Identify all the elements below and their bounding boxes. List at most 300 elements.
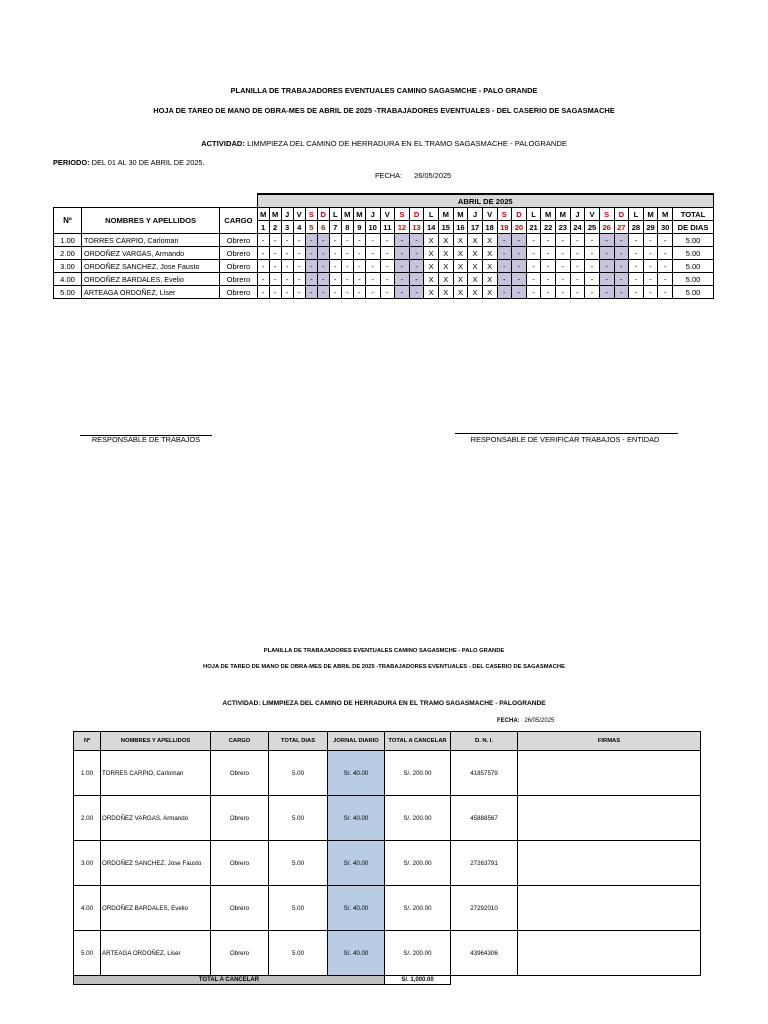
day-cell: - xyxy=(365,273,380,286)
day-number-11: 11 xyxy=(380,221,395,234)
day-cell: - xyxy=(570,273,585,286)
day-cell: - xyxy=(497,260,512,273)
day-cell: X xyxy=(439,273,454,286)
day-cell: - xyxy=(305,247,317,260)
day-cell: - xyxy=(269,234,281,247)
worker-dni: 27263791 xyxy=(451,841,518,886)
day-letter-2: M xyxy=(269,208,281,221)
day-cell: - xyxy=(585,273,600,286)
day-letter-14: L xyxy=(424,208,439,221)
signature-line-right xyxy=(455,433,678,434)
day-cell: - xyxy=(395,286,410,299)
day-number-16: 16 xyxy=(453,221,468,234)
day-cell: X xyxy=(453,286,468,299)
payroll-table xyxy=(73,731,701,985)
day-cell: - xyxy=(541,273,556,286)
worker-jornal: S/. 40.00 xyxy=(328,841,385,886)
worker-jornal: S/. 40.00 xyxy=(328,886,385,931)
day-cell: - xyxy=(497,273,512,286)
day-letter-15: M xyxy=(439,208,454,221)
day-cell: - xyxy=(629,260,644,273)
day-cell: - xyxy=(395,247,410,260)
day-cell: - xyxy=(269,286,281,299)
day-number-10: 10 xyxy=(365,221,380,234)
day-cell: - xyxy=(380,247,395,260)
day-letter-28: L xyxy=(629,208,644,221)
day-cell: X xyxy=(482,247,497,260)
day-cell: - xyxy=(353,260,365,273)
day-cell: - xyxy=(257,247,269,260)
actividad-label: ACTIVIDAD: xyxy=(201,139,245,148)
worker-total-cancelar: S/. 200.00 xyxy=(385,931,451,976)
day-cell: - xyxy=(599,247,614,260)
day-cell: - xyxy=(409,234,424,247)
worker-name: ORDOÑEZ VARGAS, Armando xyxy=(101,796,211,841)
day-letter-23: M xyxy=(556,208,571,221)
day-cell: - xyxy=(305,286,317,299)
col-firmas-header: FIRMAS xyxy=(518,732,701,751)
col-header-nombre: NOMBRES Y APELLIDOS xyxy=(82,208,220,234)
day-letter-7: L xyxy=(329,208,341,221)
day-cell: - xyxy=(526,260,541,273)
worker-cargo: Obrero xyxy=(211,751,269,796)
col-nombre-header: NOMBRES Y APELLIDOS xyxy=(101,732,211,751)
day-number-4: 4 xyxy=(293,221,305,234)
day-cell: - xyxy=(365,286,380,299)
periodo-line xyxy=(53,158,205,167)
day-cell: X xyxy=(482,273,497,286)
day-cell: - xyxy=(353,273,365,286)
row-number: 1.00 xyxy=(74,751,101,796)
col-n-header: Nº xyxy=(74,732,101,751)
day-cell: - xyxy=(257,234,269,247)
day-cell: - xyxy=(365,247,380,260)
day-cell: - xyxy=(629,273,644,286)
day-cell: - xyxy=(643,260,658,273)
day-number-15: 15 xyxy=(439,221,454,234)
day-cell: - xyxy=(281,234,293,247)
periodo-value: DEL 01 AL 30 DE ABRIL DE 2025. xyxy=(91,158,205,167)
day-cell: - xyxy=(541,234,556,247)
day-cell: X xyxy=(424,234,439,247)
day-cell: - xyxy=(317,247,329,260)
day-cell: X xyxy=(482,286,497,299)
worker-dni: 43964306 xyxy=(451,931,518,976)
day-letter-24: J xyxy=(570,208,585,221)
day-cell: - xyxy=(658,234,673,247)
day-cell: - xyxy=(497,234,512,247)
day-letter-13: D xyxy=(409,208,424,221)
day-cell: - xyxy=(329,234,341,247)
day-cell: - xyxy=(317,260,329,273)
day-cell: - xyxy=(365,234,380,247)
worker-name: ARTEAGA ORDOÑEZ, Liser xyxy=(101,931,211,976)
signature-label-left: RESPONSABLE DE TRABAJOS xyxy=(91,435,201,444)
day-number-19: 19 xyxy=(497,221,512,234)
worker-name: TORRES CARPIO, Carloman xyxy=(82,234,220,247)
day-cell: - xyxy=(395,234,410,247)
tareo-row xyxy=(54,234,714,247)
tareo-table xyxy=(53,193,714,299)
payroll-row xyxy=(74,886,701,931)
worker-name: ORDOÑEZ SANCHEZ, Jose Fausto xyxy=(101,841,211,886)
day-letter-4: V xyxy=(293,208,305,221)
day-letter-20: D xyxy=(512,208,527,221)
worker-total-cancelar: S/. 200.00 xyxy=(385,751,451,796)
day-cell: - xyxy=(585,247,600,260)
worker-cargo: Obrero xyxy=(211,931,269,976)
day-cell: X xyxy=(468,260,483,273)
worker-name: ORDOÑEZ BARDALES, Evelio xyxy=(82,273,220,286)
day-cell: - xyxy=(643,286,658,299)
worker-total-days: 5.00 xyxy=(269,841,328,886)
row-number: 5.00 xyxy=(74,931,101,976)
day-cell: X xyxy=(453,260,468,273)
worker-cargo: Obrero xyxy=(220,286,257,299)
row-number: 3.00 xyxy=(74,841,101,886)
day-letter-5: S xyxy=(305,208,317,221)
planilla-fecha-label: FECHA: xyxy=(497,718,520,724)
col-header-cargo: CARGO xyxy=(220,208,257,234)
day-number-14: 14 xyxy=(424,221,439,234)
day-cell: X xyxy=(424,273,439,286)
day-letter-9: M xyxy=(353,208,365,221)
day-letter-25: V xyxy=(585,208,600,221)
day-number-9: 9 xyxy=(353,221,365,234)
document-title: PLANILLA DE TRABAJADORES EVENTUALES CAMINO SAGASMCHE - PALO GRANDE xyxy=(230,86,538,95)
day-cell: - xyxy=(329,273,341,286)
day-cell: - xyxy=(380,260,395,273)
col-cargo-header: CARGO xyxy=(211,732,269,751)
day-cell: - xyxy=(526,247,541,260)
day-letter-30: M xyxy=(658,208,673,221)
tareo-header-blank xyxy=(54,194,258,208)
fecha-line xyxy=(375,171,451,180)
total-value: S/. 1,000.00 xyxy=(385,976,451,985)
day-cell: - xyxy=(353,286,365,299)
day-cell: - xyxy=(570,247,585,260)
day-cell: X xyxy=(439,260,454,273)
row-number: 3.00 xyxy=(54,260,82,273)
worker-jornal: S/. 40.00 xyxy=(328,931,385,976)
day-cell: - xyxy=(329,286,341,299)
day-cell: - xyxy=(629,286,644,299)
day-cell: - xyxy=(512,247,527,260)
day-cell: X xyxy=(468,247,483,260)
day-cell: - xyxy=(293,286,305,299)
day-letter-11: V xyxy=(380,208,395,221)
day-cell: - xyxy=(317,286,329,299)
day-cell: X xyxy=(482,234,497,247)
worker-cargo: Obrero xyxy=(211,886,269,931)
col-dni-header: D. N. I. xyxy=(451,732,518,751)
day-cell: - xyxy=(395,273,410,286)
signature-cell xyxy=(518,751,701,796)
day-cell: - xyxy=(643,247,658,260)
day-cell: - xyxy=(599,273,614,286)
day-cell: - xyxy=(556,286,571,299)
day-cell: - xyxy=(341,286,353,299)
planilla-actividad: ACTIVIDAD: LIMMPIEZA DEL CAMINO DE HERRADURA EN EL TRAMO SAGASMACHE - PALOGRANDE xyxy=(222,700,546,707)
day-cell: - xyxy=(329,260,341,273)
day-cell: - xyxy=(614,234,629,247)
signature-cell xyxy=(518,931,701,976)
day-cell: - xyxy=(556,273,571,286)
worker-name: ORDOÑEZ SANCHEZ, Jose Fausto xyxy=(82,260,220,273)
day-letter-1: M xyxy=(257,208,269,221)
month-label: ABRIL DE 2025 xyxy=(257,194,713,208)
day-cell: X xyxy=(468,273,483,286)
actividad-value: LIMMPIEZA DEL CAMINO DE HERRADURA EN EL TRAMO SAGASMACHE - PALOGRANDE xyxy=(247,139,567,148)
day-cell: - xyxy=(409,247,424,260)
day-number-8: 8 xyxy=(341,221,353,234)
day-cell: - xyxy=(293,273,305,286)
day-letter-22: M xyxy=(541,208,556,221)
tareo-row xyxy=(54,260,714,273)
day-cell: X xyxy=(424,286,439,299)
worker-name: ORDOÑEZ BARDALES, Evelio xyxy=(101,886,211,931)
day-number-21: 21 xyxy=(526,221,541,234)
day-number-5: 5 xyxy=(305,221,317,234)
tareo-row xyxy=(54,247,714,260)
day-cell: X xyxy=(468,286,483,299)
day-cell: - xyxy=(329,247,341,260)
worker-dni: 27292010 xyxy=(451,886,518,931)
day-cell: - xyxy=(658,247,673,260)
col-header-n: Nº xyxy=(54,208,82,234)
payroll-row xyxy=(74,931,701,976)
day-cell: - xyxy=(599,260,614,273)
row-number: 2.00 xyxy=(54,247,82,260)
day-cell: - xyxy=(395,260,410,273)
day-cell: - xyxy=(380,286,395,299)
day-cell: - xyxy=(658,286,673,299)
day-number-27: 27 xyxy=(614,221,629,234)
day-number-1: 1 xyxy=(257,221,269,234)
col-total-cancelar-header: TOTAL A CANCELAR xyxy=(385,732,451,751)
worker-cargo: Obrero xyxy=(211,841,269,886)
day-number-25: 25 xyxy=(585,221,600,234)
signature-cell xyxy=(518,841,701,886)
actividad-line xyxy=(0,139,768,148)
day-cell: - xyxy=(526,286,541,299)
day-cell: X xyxy=(424,247,439,260)
day-cell: - xyxy=(281,286,293,299)
day-cell: - xyxy=(570,260,585,273)
col-total-dias-header: TOTAL DIAS xyxy=(269,732,328,751)
planilla-subtitle: HOJA DE TAREO DE MANO DE OBRA-MES DE ABRIL DE 2025 -TRABAJADORES EVENTUALES - DEL CASERIO DE SAGASMACHE xyxy=(203,664,565,670)
day-cell: - xyxy=(541,247,556,260)
day-cell: X xyxy=(453,234,468,247)
day-cell: - xyxy=(269,273,281,286)
day-cell: X xyxy=(453,273,468,286)
day-number-7: 7 xyxy=(329,221,341,234)
tareo-row xyxy=(54,273,714,286)
worker-dni: 45888567 xyxy=(451,796,518,841)
day-number-28: 28 xyxy=(629,221,644,234)
row-number: 1.00 xyxy=(54,234,82,247)
day-number-6: 6 xyxy=(317,221,329,234)
day-cell: X xyxy=(439,234,454,247)
day-number-20: 20 xyxy=(512,221,527,234)
day-letter-8: M xyxy=(341,208,353,221)
col-header-total: TOTAL xyxy=(673,208,714,221)
day-cell: - xyxy=(269,260,281,273)
day-cell: - xyxy=(526,234,541,247)
day-cell: - xyxy=(281,273,293,286)
day-number-22: 22 xyxy=(541,221,556,234)
day-cell: - xyxy=(269,247,281,260)
day-number-29: 29 xyxy=(643,221,658,234)
day-cell: - xyxy=(643,234,658,247)
day-number-12: 12 xyxy=(395,221,410,234)
day-cell: - xyxy=(614,273,629,286)
day-cell: - xyxy=(380,234,395,247)
day-letter-12: S xyxy=(395,208,410,221)
row-number: 2.00 xyxy=(74,796,101,841)
fecha-label: FECHA: xyxy=(375,171,403,180)
day-cell: - xyxy=(512,260,527,273)
day-cell: - xyxy=(570,286,585,299)
day-cell: - xyxy=(614,260,629,273)
day-cell: - xyxy=(353,247,365,260)
planilla-title: PLANILLA DE TRABAJADORES EVENTUALES CAMINO SAGASMCHE - PALO GRANDE xyxy=(263,648,505,654)
day-cell: - xyxy=(526,273,541,286)
worker-total-cancelar: S/. 200.00 xyxy=(385,886,451,931)
day-cell: X xyxy=(468,234,483,247)
day-cell: - xyxy=(341,273,353,286)
col-jornal-header: JORNAL DIARIO xyxy=(328,732,385,751)
col-header-total-dias: DE DIAS xyxy=(673,221,714,234)
signature-cell xyxy=(518,886,701,931)
day-cell: - xyxy=(341,234,353,247)
worker-cargo: Obrero xyxy=(220,273,257,286)
day-cell: - xyxy=(599,234,614,247)
day-number-30: 30 xyxy=(658,221,673,234)
day-cell: - xyxy=(341,247,353,260)
day-cell: - xyxy=(614,247,629,260)
day-cell: - xyxy=(541,260,556,273)
day-cell: - xyxy=(317,234,329,247)
day-number-26: 26 xyxy=(599,221,614,234)
day-cell: - xyxy=(585,234,600,247)
day-cell: - xyxy=(556,247,571,260)
day-cell: - xyxy=(556,260,571,273)
payroll-row xyxy=(74,841,701,886)
fecha-value: 26/05/2025 xyxy=(414,171,452,180)
worker-cargo: Obrero xyxy=(211,796,269,841)
day-letter-6: D xyxy=(317,208,329,221)
worker-cargo: Obrero xyxy=(220,260,257,273)
day-cell: - xyxy=(629,234,644,247)
worker-total-days: 5.00 xyxy=(269,751,328,796)
day-cell: X xyxy=(424,260,439,273)
day-cell: - xyxy=(365,260,380,273)
worker-total-days: 5.00 xyxy=(673,260,714,273)
day-letter-3: J xyxy=(281,208,293,221)
document-subtitle: HOJA DE TAREO DE MANO DE OBRA-MES DE ABRIL DE 2025 -TRABAJADORES EVENTUALES - DEL CASERIO DE SAGASMACHE xyxy=(153,106,615,115)
row-number: 5.00 xyxy=(54,286,82,299)
day-letter-10: J xyxy=(365,208,380,221)
day-number-24: 24 xyxy=(570,221,585,234)
worker-total-days: 5.00 xyxy=(673,286,714,299)
worker-total-cancelar: S/. 200.00 xyxy=(385,796,451,841)
signature-label-right: RESPONSABLE DE VERIFICAR TRABAJOS - ENTIDAD xyxy=(470,435,660,444)
day-number-18: 18 xyxy=(482,221,497,234)
day-cell: - xyxy=(585,260,600,273)
day-cell: - xyxy=(305,273,317,286)
day-cell: - xyxy=(556,234,571,247)
day-letter-29: M xyxy=(643,208,658,221)
day-letter-17: J xyxy=(468,208,483,221)
day-cell: - xyxy=(317,273,329,286)
day-cell: - xyxy=(658,260,673,273)
day-cell: - xyxy=(281,247,293,260)
planilla-fecha-value: 26/05/2025 xyxy=(524,718,555,724)
day-number-23: 23 xyxy=(556,221,571,234)
day-cell: - xyxy=(409,286,424,299)
day-cell: - xyxy=(658,273,673,286)
worker-dni: 41857579 xyxy=(451,751,518,796)
periodo-label: PERIODO: xyxy=(53,158,90,167)
row-number: 4.00 xyxy=(54,273,82,286)
day-cell: - xyxy=(257,273,269,286)
day-cell: - xyxy=(305,260,317,273)
day-number-17: 17 xyxy=(468,221,483,234)
day-cell: - xyxy=(497,286,512,299)
day-cell: - xyxy=(293,260,305,273)
day-letter-18: V xyxy=(482,208,497,221)
day-cell: - xyxy=(512,286,527,299)
day-letter-21: L xyxy=(526,208,541,221)
day-cell: - xyxy=(257,286,269,299)
day-letter-26: S xyxy=(599,208,614,221)
day-cell: - xyxy=(614,286,629,299)
day-cell: - xyxy=(409,273,424,286)
day-number-3: 3 xyxy=(281,221,293,234)
day-letter-19: S xyxy=(497,208,512,221)
day-cell: - xyxy=(599,286,614,299)
day-cell: X xyxy=(482,260,497,273)
worker-total-days: 5.00 xyxy=(673,273,714,286)
worker-jornal: S/. 40.00 xyxy=(328,796,385,841)
day-cell: - xyxy=(257,260,269,273)
day-cell: - xyxy=(570,234,585,247)
worker-total-days: 5.00 xyxy=(269,886,328,931)
day-cell: - xyxy=(585,286,600,299)
worker-cargo: Obrero xyxy=(220,247,257,260)
worker-total-cancelar: S/. 200.00 xyxy=(385,841,451,886)
worker-total-days: 5.00 xyxy=(269,796,328,841)
day-cell: - xyxy=(305,234,317,247)
planilla-fecha xyxy=(497,718,554,724)
day-number-13: 13 xyxy=(409,221,424,234)
payroll-row xyxy=(74,796,701,841)
day-cell: - xyxy=(293,247,305,260)
day-cell: - xyxy=(353,234,365,247)
total-blank xyxy=(451,976,701,985)
day-cell: - xyxy=(341,260,353,273)
day-cell: - xyxy=(541,286,556,299)
day-cell: - xyxy=(281,260,293,273)
day-cell: - xyxy=(512,273,527,286)
worker-cargo: Obrero xyxy=(220,234,257,247)
worker-jornal: S/. 40.00 xyxy=(328,751,385,796)
total-label: TOTAL A CANCELAR xyxy=(74,976,385,985)
worker-name: ARTEAGA ORDOÑEZ, Liser xyxy=(82,286,220,299)
day-cell: X xyxy=(453,247,468,260)
day-cell: - xyxy=(380,273,395,286)
